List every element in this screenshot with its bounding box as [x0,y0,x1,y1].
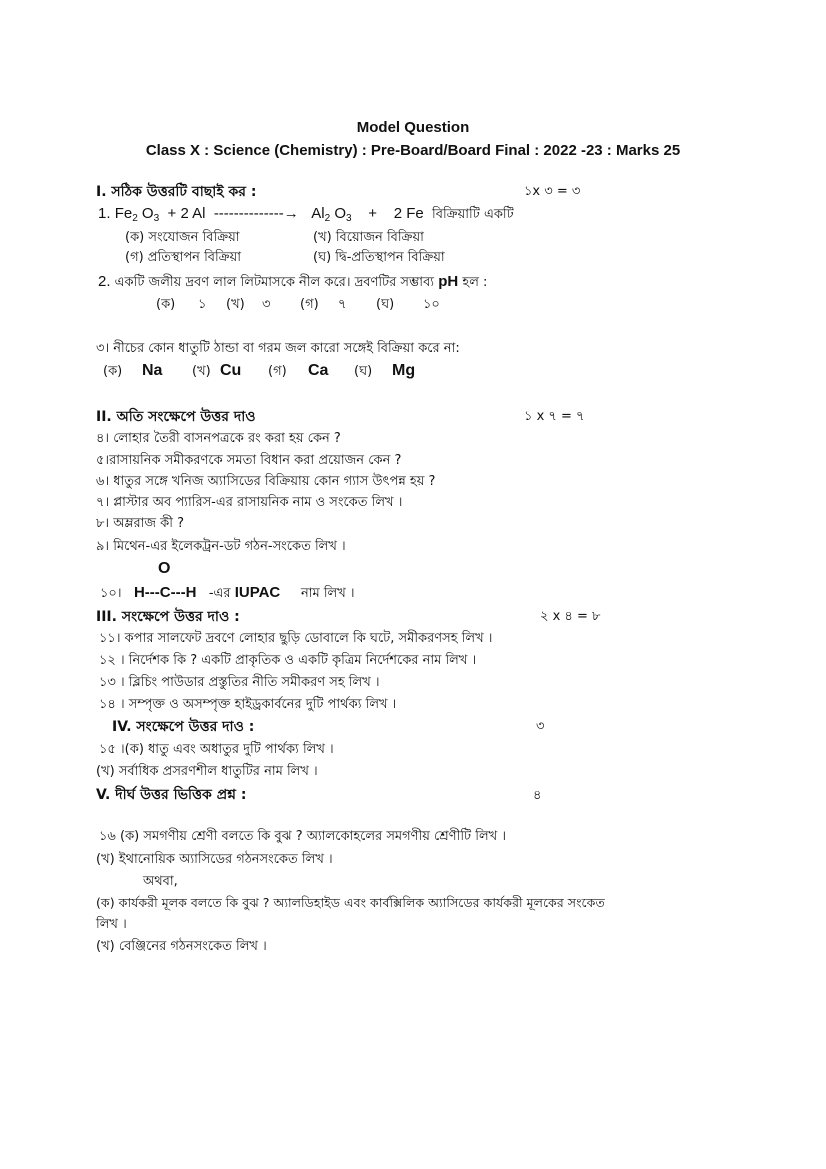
q10-formula: H---C---H [133,584,197,601]
question-16-b: (খ) ইথানোয়িক অ্যাসিডের গঠনসংকেত লিখ । [96,852,333,867]
q3-option-c-label: (গ) [268,364,287,379]
page-subtitle: Class X : Science (Chemistry) : Pre-Board/Board Final : 2022 -23 : Marks 25 [145,142,681,159]
q1-option-d: (ঘ) দ্বি-প্রতিস্থাপন বিক্রিয়া [313,250,445,265]
q1-option-b: (খ) বিয়োজন বিক্রিয়া [313,230,424,245]
question-16-a: ১৬ (ক) সমগণীয় শ্রেণী বলতে কি বুঝ ? অ্যালকোহলের সমগণীয় শ্রেণীটি লিখ । [99,829,506,844]
q2-option-a-label: (ক) [156,297,176,312]
section-1-heading: I. সঠিক উত্তরটি বাছাই কর : [96,184,257,200]
reactant-al: + 2 Al [167,205,206,222]
q3-option-a-label: (ক) [103,364,123,379]
q1-number: 1. [98,205,111,222]
q3-option-d-value: Mg [392,362,416,379]
q10-oxygen-label: O [158,560,171,577]
question-10: ১০। H---C---H -এর IUPAC নাম লিখ । [100,584,355,601]
reactant-fe2o3: $Fe_2$ $O_3$ [114,205,160,224]
question-1-equation [98,205,514,224]
plus-sign: + [368,205,378,222]
page-title: Model Question [356,119,470,136]
product-fe: 2 Fe [393,205,424,222]
ph-label: pH [438,273,459,290]
q3-option-a-value: Na [142,362,163,379]
q2-option-d-value: ১০ [423,297,440,312]
question-16-alt-a: (ক) কার্যকরী মূলক বলতে কি বুঝ ? অ্যালডিহাইড এবং কার্বক্সিলিক অ্যাসিডের কার্যকরী মূলকের সংকেত [96,895,605,910]
question-11: ১১। কপার সালফেট দ্রবণে লোহার ছুড়ি ডোবালে কি ঘটে, সমীকরণসহ লিখ । [99,631,493,646]
question-6: ৬। ধাতুর সঙ্গে খনিজ অ্যাসিডের বিক্রিয়ায় কোন গ্যাস উৎপন্ন হয় ? [96,474,436,489]
question-9: ৯। মিথেন-এর ইলেকট্রন-ডট গঠন-সংকেত লিখ । [96,539,346,554]
question-15-b: (খ) সর্বাধিক প্রসরণশীল ধাতুটির নাম লিখ । [96,764,318,779]
question-2: 2. একটি জলীয় দ্রবণ লাল লিটমাসকে নীল করে। দ্রবণটির সম্ভাব্য pH হল : [98,273,488,290]
question-14: ১৪ । সম্পৃক্ত ও অসম্পৃক্ত হাইড্রকার্বনের দুটি পার্থক্য লিখ । [99,697,397,712]
iupac-label: IUPAC [234,584,281,601]
section-2-heading: II. অতি সংক্ষেপে উত্তর দাও [96,409,256,425]
question-8: ৮। অম্লরাজ কী ? [96,516,184,531]
question-15-a: ১৫ ।(ক) ধাতু এবং অধাতুর দুটি পার্থক্য লিখ । [99,742,334,757]
question-3: ৩। নীচের কোন ধাতুটি ঠান্ডা বা গরম জল কারো সঙ্গেই বিক্রিয়া করে না: [96,341,460,356]
section-5-marks: ৪ [533,788,542,803]
q2-option-b-value: ৩ [262,297,271,312]
product-al2o3: $Al_2$ $O_3$ [311,205,352,224]
section-3-heading: III. সংক্ষেপে উত্তর দাও : [96,609,240,625]
q3-option-c-value: Ca [308,362,329,379]
section-2-marks: ১ x ৭ = ৭ [524,409,585,424]
q2-option-a-value: ১ [198,297,207,312]
section-3-marks: ২ x ৪ = ৮ [540,609,601,624]
question-5: ৫।রাসায়নিক সমীকরণকে সমতা বিধান করা প্রয়োজন কেন ? [96,453,402,468]
q3-option-b-value: Cu [220,362,242,379]
or-label: অথবা, [143,874,178,889]
q3-option-d-label: (ঘ) [354,364,373,379]
question-4: ৪। লোহার তৈরী বাসনপত্রকে রং করা হয় কেন ? [96,431,341,446]
question-16-alt-b: (খ) বেঞ্জিনের গঠনসংকেত লিখ । [96,939,267,954]
section-5-heading: V. দীর্ঘ উত্তর ভিত্তিক প্রশ্ন : [96,787,247,803]
question-16-alt-a-cont: লিখ । [96,917,127,932]
q2-option-d-label: (ঘ) [376,297,395,312]
q3-option-b-label: (খ) [192,364,211,379]
question-12: ১২ । নির্দেশক কি ? একটি প্রাকৃতিক ও একটি কৃত্রিম নির্দেশকের নাম লিখ । [99,653,477,668]
q1-option-a: (ক) সংযোজন বিক্রিয়া [125,230,240,245]
q2-option-b-label: (খ) [226,297,245,312]
q1-option-c: (গ) প্রতিস্থাপন বিক্রিয়া [125,250,242,265]
reaction-arrow: --------------→ [213,205,299,222]
section-4-heading: IV. সংক্ষেপে উত্তর দাও : [112,719,255,735]
question-13: ১৩ । ব্লিচিং পাউডার প্রস্তুতির নীতি সমীকরণ সহ লিখ । [99,675,380,690]
section-4-marks: ৩ [536,719,545,734]
q2-text: একটি জলীয় দ্রবণ লাল লিটমাসকে নীল করে। দ্রবণটির সম্ভাব্য [114,275,435,290]
q2-option-c-label: (গ) [300,297,319,312]
question-7: ৭। প্লাস্টার অব প্যারিস-এর রাসায়নিক নাম ও সংকেত লিখ । [96,495,403,510]
q10-number: ১০। [100,586,122,601]
q2-option-c-value: ৭ [338,297,347,312]
section-1-marks: ১x ৩ = ৩ [524,184,581,199]
q1-tail: বিক্রিয়াটি একটি [432,207,514,222]
